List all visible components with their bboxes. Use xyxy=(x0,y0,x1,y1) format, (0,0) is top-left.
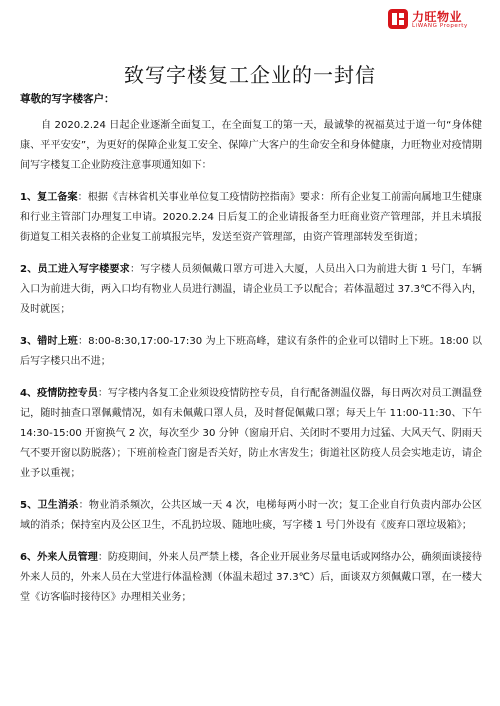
item-text: ：防疫期间，外来人员严禁上楼，各企业开展业务尽量电话或网络办公，确须面谈接待外来人员的，外来人员在大堂进行体温检测（体温未超过 37.3℃）后，面谈双方须佩戴口罩，在一楼大堂《访客临时接待区》办理相关业务； xyxy=(20,552,482,603)
letter-title: 致写字楼复工企业的一封信 xyxy=(124,63,376,87)
item-paragraph xyxy=(20,332,482,372)
letter-salutation: 尊敬的写字楼客户： xyxy=(20,93,115,105)
item-paragraph xyxy=(20,260,482,320)
logo-name-cn: 力旺物业 xyxy=(412,10,463,24)
item-text: ：根据《吉林省机关事业单位复工疫情防控指南》要求：所有企业复工前需向属地卫生健康和行业主管部门办理复工申请。2020.2.24 日后复工的企业请报备至力旺商业资产管理部，并且未填报街道复工相关表格的企业复工前填报完毕，发送至资产管理部，由资产管理部转发至街道； xyxy=(20,192,482,243)
item-text: ：8:00-8:30,17:00-17:30 为上下班高峰，建议有条件的企业可以错时上下班。18:00 以后写字楼只出不进； xyxy=(20,336,482,367)
item-heading: 2、员工进入写字楼要求 xyxy=(20,264,130,275)
item-paragraph xyxy=(20,188,482,248)
item-paragraph xyxy=(20,384,482,484)
item-heading: 3、错时上班 xyxy=(20,336,78,347)
item-paragraph xyxy=(20,496,482,536)
item-paragraph xyxy=(20,548,482,608)
item-heading: 4、疫情防控专员 xyxy=(20,388,98,399)
item-text: ：写字楼人员须佩戴口罩方可进入大厦，人员出入口为前进大街 1 号门，车辆入口为前进大街，两入口均有物业人员进行测温，请企业员工予以配合；若体温超过 37.3℃不得入内，及时就医； xyxy=(20,264,482,315)
company-logo xyxy=(388,8,486,34)
item-text: ：物业消杀频次，公共区域一天 4 次，电梯每两小时一次；复工企业自行负责内部办公区域的消杀；保持室内及公区卫生，不乱扔垃圾、随地吐痰，写字楼 1 号门外设有《废弃口罩垃圾箱》； xyxy=(20,500,482,531)
item-heading: 1、复工备案 xyxy=(20,192,78,203)
letter-body xyxy=(20,116,482,608)
item-text: ：写字楼内各复工企业须设疫情防控专员，自行配备测温仪器，每日两次对员工测温登记，随时抽查口罩佩戴情况，如有未佩戴口罩人员，及时督促佩戴口罩；每天上午 11:00-11:30、下午 14:30-15:00 开窗换气 2 次，每次至少 30 分钟（窗扇开启、关闭时不要用力过猛、大风天气、阴雨天气不要开窗以防脱落）；下班前检查门窗是否关好，防止水害发生；街道社区防疫人员会实地走访，请企业予以重视； xyxy=(20,388,482,479)
logo-name-en: LiWANG Property xyxy=(412,23,468,29)
item-heading: 6、外来人员管理 xyxy=(20,552,98,563)
item-heading: 5、卫生消杀 xyxy=(20,500,79,511)
logo-mark-icon xyxy=(388,9,408,29)
intro-paragraph: 自 2020.2.24 日起企业逐渐全面复工，在全面复工的第一天，最诚挚的祝福莫过于道一句“身体健康、平平安安”，为更好的保障企业复工安全、保障广大客户的生命安全和身体健康，力旺物业对疫情期间写字楼复工企业防疫注意事项通知如下： xyxy=(20,120,482,171)
